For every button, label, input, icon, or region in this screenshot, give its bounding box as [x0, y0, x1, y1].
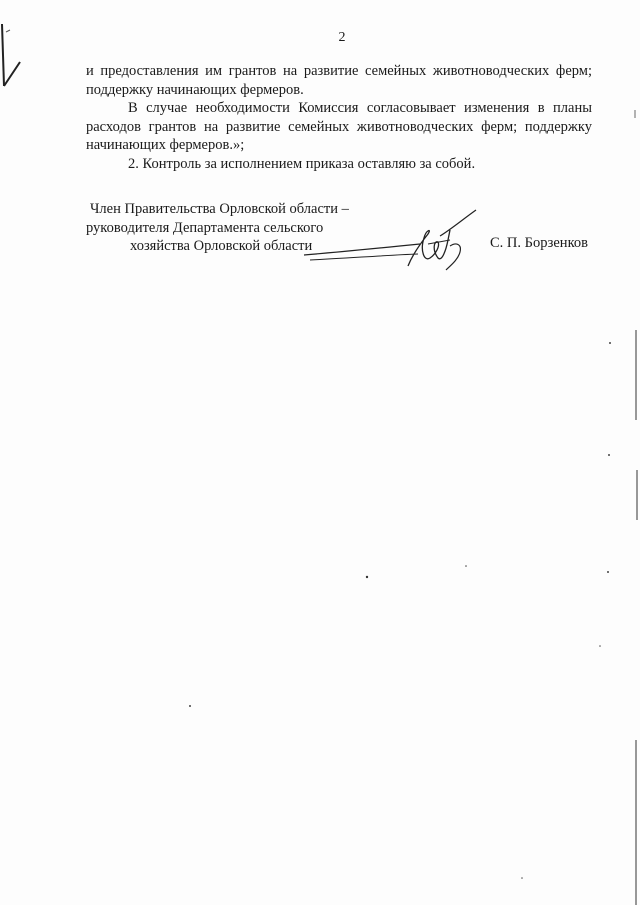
signer-position-line-3: хозяйства Орловской области	[130, 238, 313, 254]
handwritten-signature	[300, 200, 490, 280]
signer-position-line-2: руководителя Департамента сельского	[86, 219, 324, 236]
signer-name: С. П. Борзенков	[490, 235, 588, 251]
document-body	[86, 62, 592, 173]
paragraph-control: 2. Контроль за исполнением приказа оставляю за собой.	[128, 155, 476, 172]
page-number: 2	[338, 30, 346, 45]
paragraph-commission: В случае необходимости Комиссия согласовывает изменения в планы расходов грантов на развитие семейных животноводческих ферм; поддержку начинающих фермеров.»;	[86, 100, 592, 153]
paragraph-continuation: и предоставления им грантов на развитие семейных животноводческих ферм; поддержку начинающих фермеров.	[86, 63, 592, 98]
signer-position-line-1: Член Правительства Орловской области –	[90, 201, 349, 217]
